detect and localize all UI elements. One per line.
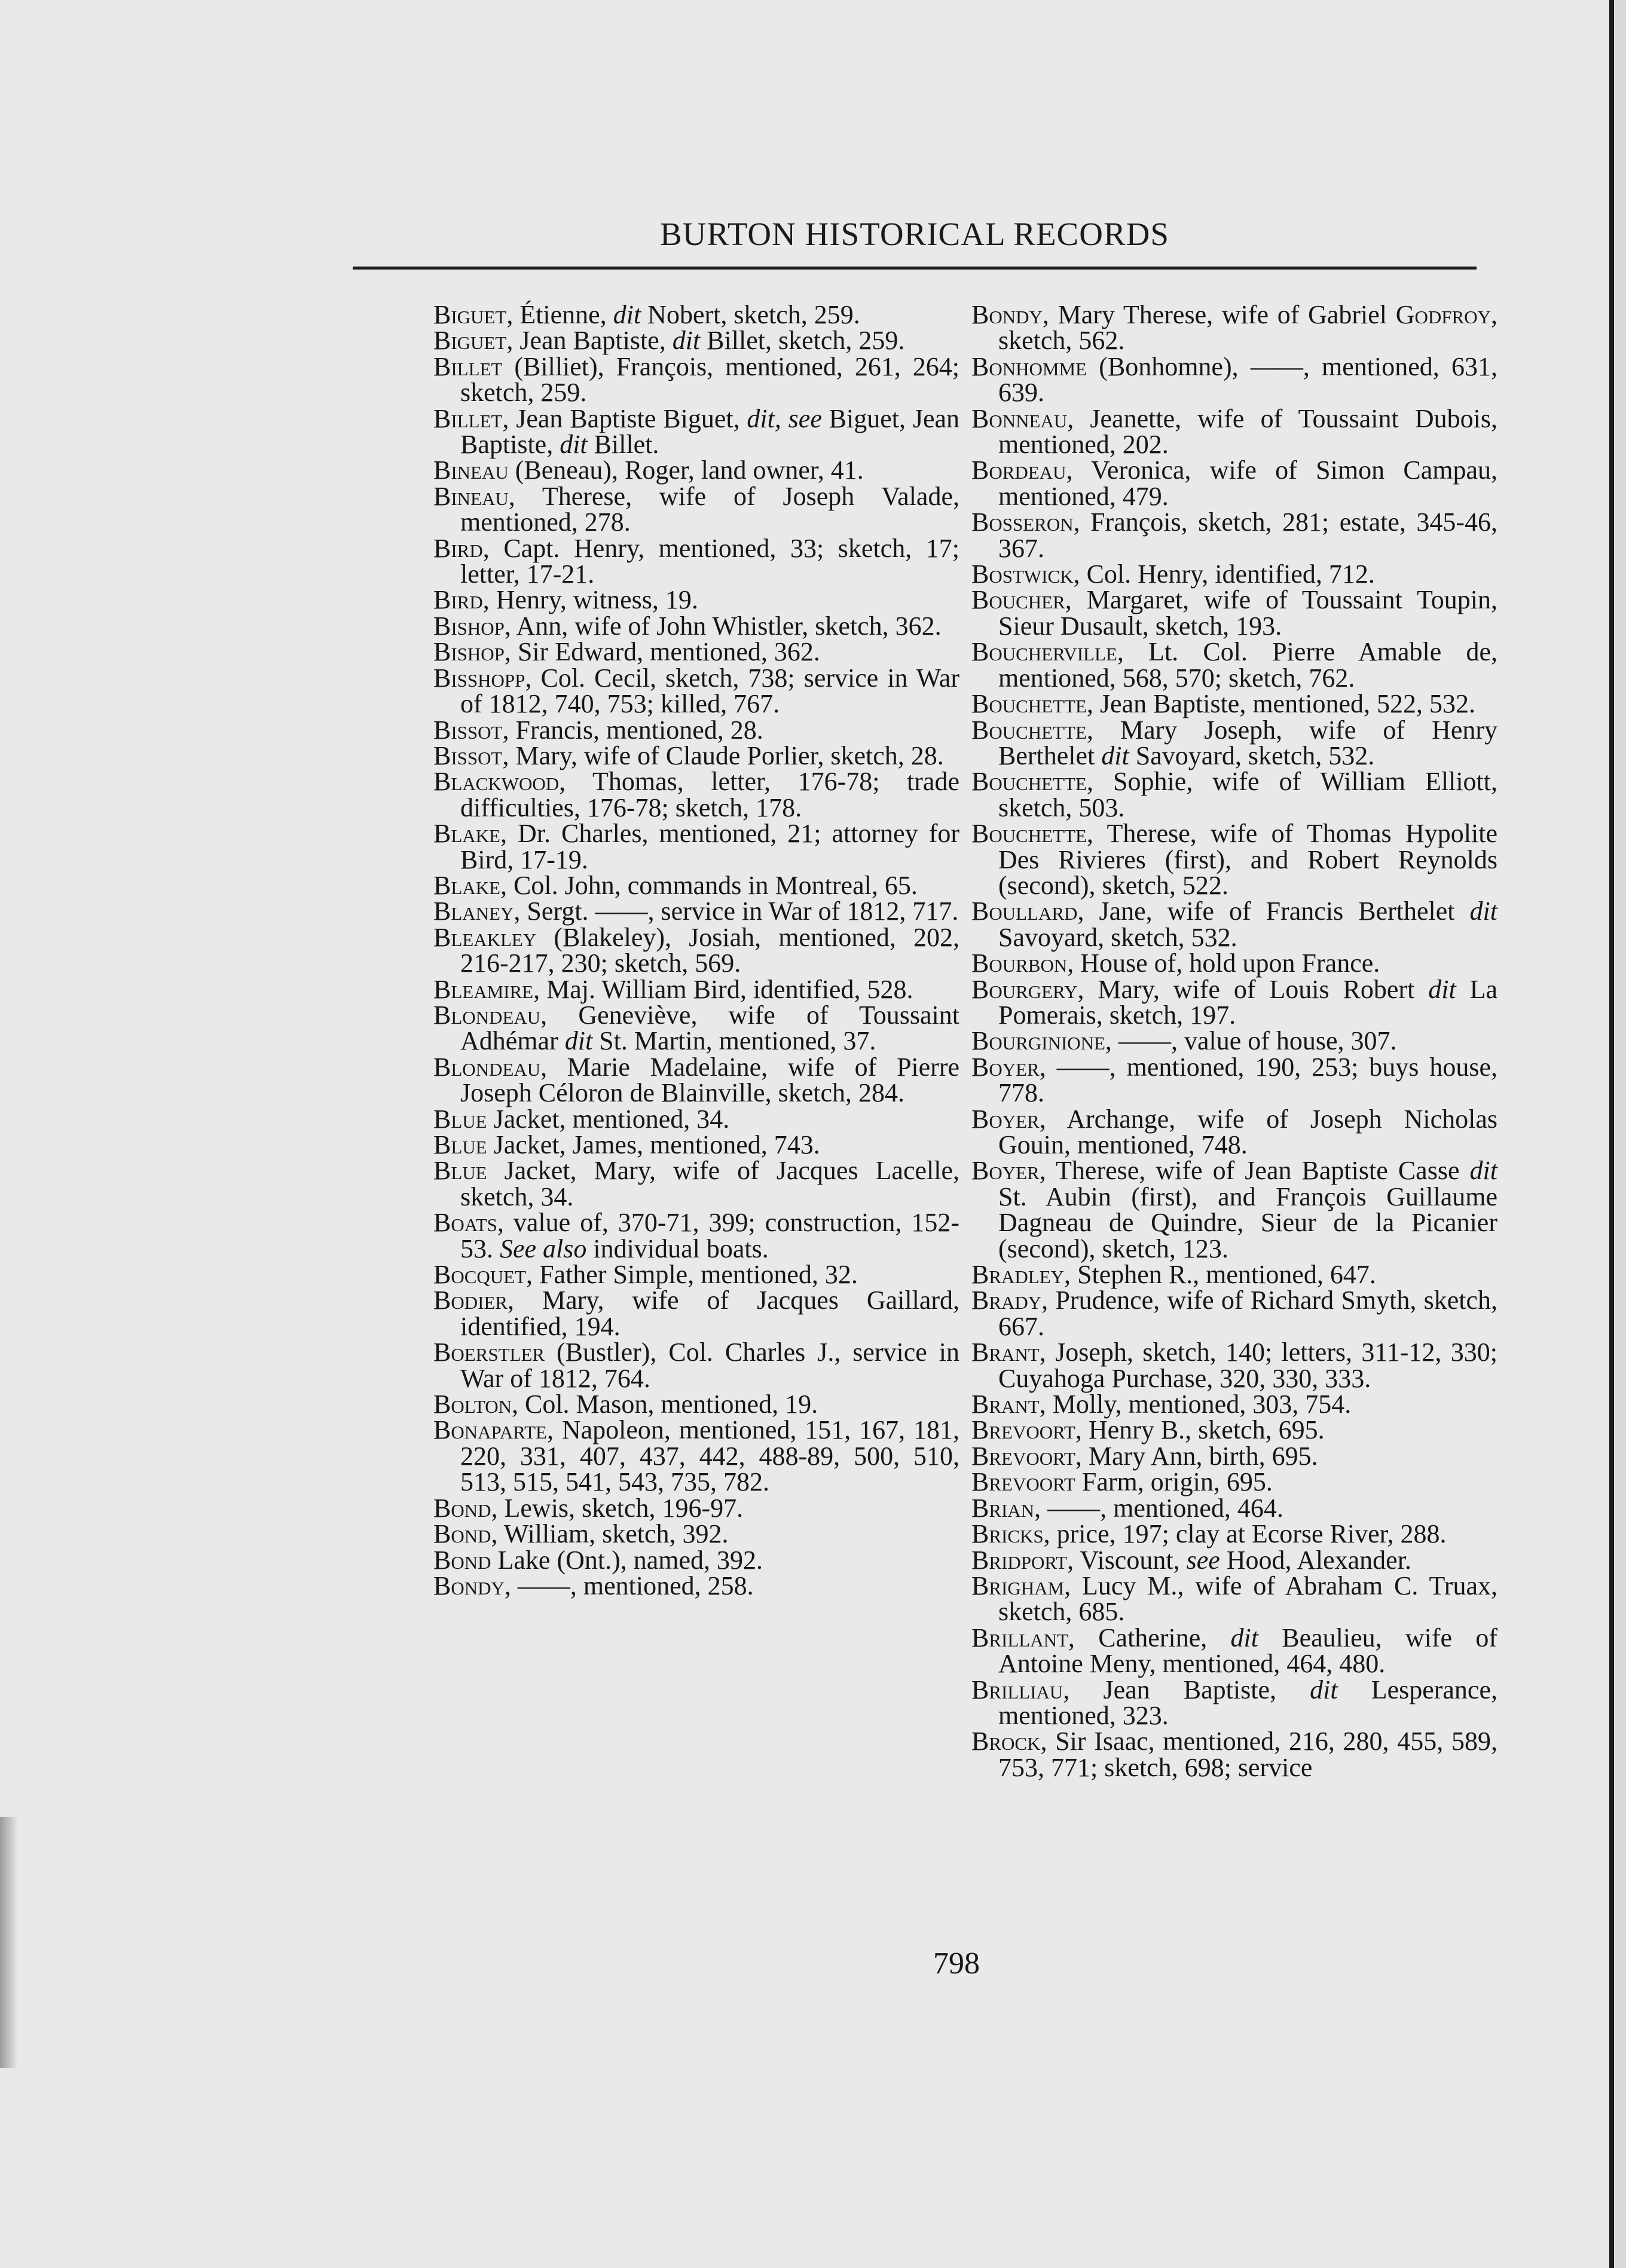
entry-text: Jacket, Mary, wife of Jacques Lacelle, sketch, 34. — [460, 1156, 959, 1211]
entry-text: Therese, wife of Thomas Hypolite Des Rivieres (first), and Robert Reynolds (second), sketch, 522. — [998, 819, 1497, 900]
index-entry — [433, 457, 959, 483]
entry-text: Col. Mason, mentioned, 19. — [518, 1389, 818, 1419]
entry-text: Ann, wife of John Whistler, sketch, 362. — [511, 611, 942, 641]
entry-text: sketch, 562. — [998, 326, 1125, 356]
entry-heading: Brant, — [971, 1337, 1046, 1367]
entry-text: Lesperance, mentioned, 323. — [998, 1675, 1497, 1730]
index-entry — [971, 1677, 1497, 1729]
index-entry — [971, 691, 1497, 717]
entry-text: Mary Ann, birth, 695. — [1081, 1441, 1318, 1471]
entry-heading: Brilliau, — [971, 1675, 1070, 1704]
index-entry — [433, 1547, 959, 1573]
entry-text: Nobert, sketch, 259. — [641, 300, 860, 329]
index-entry — [971, 587, 1497, 639]
entry-heading: Bocquet, — [433, 1260, 533, 1290]
entry-heading: Brock, — [971, 1727, 1047, 1756]
entry-text: Marie Madelaine, wife of Pierre Joseph Céloron de Blainville, sketch, 284. — [460, 1052, 959, 1108]
index-entry — [971, 1417, 1497, 1443]
entry-text: Jean Baptiste, — [513, 326, 673, 356]
index-entry — [971, 898, 1497, 950]
entry-heading: Brady, — [971, 1285, 1049, 1315]
entry-text: Father Simple, mentioned, 32. — [533, 1260, 858, 1290]
index-entry — [433, 740, 959, 770]
entry-text: (Bustler), Col. Charles J., service in War of 1812, 764. — [460, 1337, 959, 1393]
index-column-right — [971, 302, 1497, 1780]
entry-heading: Bonhomme — [971, 351, 1087, 381]
entry-text: (Billiet), François, mentioned, 261, 264; sketch, 259. — [460, 351, 959, 408]
index-entry — [971, 302, 1497, 354]
entry-heading: Bouchette, — [971, 819, 1093, 849]
entry-italic: dit, see — [747, 403, 822, 433]
entry-text: Sir Edward, mentioned, 362. — [511, 637, 820, 667]
index-entry — [433, 1260, 959, 1290]
index-entry — [433, 1495, 959, 1521]
entry-text: Therese, wife of Joseph Valade, mentioned, 278. — [460, 481, 959, 537]
entry-heading: Bourgery, — [971, 974, 1084, 1004]
entry-italic: dit — [1310, 1675, 1338, 1704]
entry-italic: dit — [613, 300, 641, 329]
entry-heading: Boucherville, — [971, 637, 1124, 667]
entry-heading: Biguet, — [433, 326, 514, 356]
entry-heading: Bissot, — [433, 715, 509, 745]
entry-heading: Bissot, — [433, 740, 509, 770]
entry-text: Viscount, — [1074, 1545, 1187, 1575]
entry-text: La Pomerais, sketch, 197. — [998, 974, 1498, 1030]
entry-text: Jane, wife of Francis Berthelet — [1084, 896, 1470, 926]
index-entry — [971, 1521, 1497, 1547]
entry-text: Jeanette, wife of Toussaint Dubois, mentioned, 202. — [998, 403, 1497, 460]
entry-text: Napoleon, mentioned, 151, 167, 181, 220, 331, 407, 437, 442, 488-89, 500, 510, 513, 515, 541, 543, 735, 782. — [460, 1415, 959, 1497]
entry-text: Jacket, mentioned, 34. — [487, 1104, 730, 1134]
entry-heading: Bourginione, — [971, 1026, 1112, 1056]
index-entry — [433, 974, 959, 1004]
entry-heading: Bonneau, — [971, 403, 1074, 433]
entry-heading: Bradley, — [971, 1260, 1071, 1290]
index-entry — [971, 1028, 1497, 1054]
index-entry — [433, 587, 959, 613]
entry-heading: Bird, — [433, 533, 490, 563]
entry-text: Hood, Alexander. — [1220, 1545, 1411, 1575]
entry-text: Mary, wife of Louis Robert — [1084, 974, 1429, 1004]
entry-text: individual boats. — [586, 1234, 769, 1263]
index-entry — [433, 535, 959, 587]
entry-italic: dit — [672, 326, 701, 356]
entry-text: Mary Therese, wife of Gabriel — [1049, 300, 1396, 329]
entry-text: Étienne, — [513, 300, 613, 329]
entry-text: ——, mentioned, 190, 253; buys house, 778. — [998, 1052, 1497, 1108]
entry-text: Col. Henry, identified, 712. — [1080, 559, 1375, 589]
index-entry — [433, 1002, 959, 1054]
index-entry — [433, 717, 959, 743]
entry-heading: Bond — [433, 1545, 491, 1575]
index-entry — [971, 1260, 1497, 1290]
entry-heading: Bridport, — [971, 1545, 1074, 1575]
entry-text: Catherine, — [1074, 1623, 1231, 1652]
index-entry — [971, 1158, 1497, 1262]
entry-heading: Bosseron, — [971, 507, 1080, 537]
entry-text: Lucy M., wife of Abraham C. Truax, sketch, 685. — [998, 1571, 1497, 1627]
entry-heading: Boyer, — [971, 1052, 1046, 1082]
entry-heading: Blake, — [433, 870, 507, 900]
index-entry — [433, 1339, 959, 1391]
index-entry — [971, 1728, 1497, 1780]
entry-text: Jean Baptiste, — [1069, 1675, 1310, 1704]
index-entry — [971, 1106, 1497, 1158]
entry-heading: Bourbon, — [971, 948, 1074, 978]
index-entry — [433, 1158, 959, 1210]
index-entry — [433, 613, 959, 639]
entry-italic: dit — [1469, 1156, 1497, 1186]
page-edge-shadow — [0, 1817, 18, 2068]
entry-italic: dit — [1428, 974, 1456, 1004]
entry-text: Biguet, Jean Baptiste, — [460, 403, 959, 460]
index-entry — [971, 1339, 1497, 1391]
entry-text: House of, hold upon France. — [1074, 948, 1380, 978]
entry-heading: Brevoort, — [971, 1441, 1082, 1471]
index-entry — [433, 870, 959, 900]
index-entry — [971, 509, 1497, 561]
entry-italic: dit — [1469, 896, 1497, 926]
entry-text: Billet, sketch, 259. — [700, 326, 905, 356]
entry-heading: Boats, — [433, 1208, 504, 1238]
entry-text: Sergt. ——, service in War of 1812, 717. — [520, 896, 959, 926]
index-entry — [433, 326, 959, 356]
entry-heading: Blue — [433, 1104, 487, 1134]
entry-italic: dit — [1101, 740, 1129, 770]
entry-text: value of, 370-71, 399; construction, 152-53. — [460, 1208, 959, 1263]
entry-text: Mary Joseph, wife of Henry Berthelet — [998, 715, 1497, 770]
entry-text: Col. Cecil, sketch, 738; service in War of 1812, 740, 753; killed, 767. — [460, 663, 959, 719]
entry-text: St. Aubin (first), and François Guillaume Dagneau de Quindre, Sieur de la Picanier (second), sketch, 123. — [998, 1182, 1497, 1263]
entry-heading: Blackwood, — [433, 767, 566, 797]
entry-italic: See also — [500, 1234, 587, 1263]
entry-italic: dit — [560, 430, 588, 460]
index-entry — [433, 1132, 959, 1158]
entry-heading: Blue — [433, 1156, 487, 1186]
entry-heading: Bordeau, — [971, 455, 1073, 485]
entry-heading: Bleakley — [433, 922, 537, 952]
entry-heading: Blaney, — [433, 896, 521, 926]
index-entry — [971, 1573, 1497, 1625]
entry-text: Archange, wife of Joseph Nicholas Gouin, mentioned, 748. — [998, 1104, 1497, 1159]
entry-heading: Brigham, — [971, 1571, 1071, 1600]
entry-text: Henry B., sketch, 695. — [1081, 1415, 1325, 1445]
entry-heading: Bird, — [433, 585, 490, 615]
entry-heading: Bodier, — [433, 1285, 515, 1315]
entry-heading: Bleamire, — [433, 974, 540, 1004]
entry-heading: Bineau — [433, 455, 509, 485]
index-entry — [971, 1469, 1497, 1495]
entry-text: Farm, origin, 695. — [1075, 1467, 1273, 1497]
entry-text: (Beneau), Roger, land owner, 41. — [508, 455, 864, 485]
entry-heading: Brillant, — [971, 1623, 1075, 1652]
entry-heading: Bineau, — [433, 481, 515, 511]
index-entry — [433, 483, 959, 535]
index-entry — [971, 1495, 1497, 1521]
entry-text: Lt. Col. Pierre Amable de, mentioned, 568, 570; sketch, 762. — [998, 637, 1497, 693]
entry-text: Jacket, James, mentioned, 743. — [487, 1130, 820, 1159]
index-entry — [971, 717, 1497, 769]
index-entry — [433, 1573, 959, 1599]
entry-heading: Blake, — [433, 819, 507, 849]
entry-heading: Bondy, — [433, 1571, 511, 1600]
entry-heading: Billet — [433, 351, 503, 381]
entry-heading: Bond, — [433, 1519, 498, 1549]
index-entry — [433, 351, 959, 408]
entry-text: St. Martin, mentioned, 37. — [592, 1026, 876, 1056]
index-entry — [971, 1054, 1497, 1106]
entry-heading: Boerstler — [433, 1337, 545, 1367]
entry-heading: Billet, — [433, 403, 509, 433]
entry-text: Sir Isaac, mentioned, 216, 280, 455, 589, 753, 771; sketch, 698; service — [998, 1727, 1497, 1782]
entry-text: Therese, wife of Jean Baptiste Casse — [1046, 1156, 1470, 1186]
index-entry — [433, 1521, 959, 1547]
index-column-left — [433, 302, 959, 1599]
entry-text: Veronica, wife of Simon Campau, mentioned, 479. — [998, 455, 1497, 511]
entry-text: Lewis, sketch, 196-97. — [497, 1493, 744, 1523]
entry-heading: Boullard, — [971, 896, 1084, 926]
entry-heading: Biguet, — [433, 300, 514, 329]
index-entry — [971, 1547, 1497, 1573]
entry-text: Joseph, sketch, 140; letters, 311-12, 330; Cuyahoga Purchase, 320, 330, 333. — [998, 1337, 1497, 1393]
entry-heading: Bishop, — [433, 611, 511, 641]
index-entry — [433, 769, 959, 821]
entry-text: Henry, witness, 19. — [489, 585, 698, 615]
entry-text: Mary, wife of Jacques Gaillard, identified, 194. — [460, 1285, 959, 1341]
entry-text: Mary, wife of Claude Porlier, sketch, 28. — [509, 740, 944, 770]
index-entry — [971, 974, 1498, 1030]
index-entry — [971, 1625, 1497, 1677]
entry-heading: Bondy, — [971, 300, 1049, 329]
index-entry — [433, 302, 959, 328]
entry-heading: Bricks, — [971, 1519, 1050, 1549]
entry-text: Col. John, commands in Montreal, 65. — [507, 870, 918, 900]
entry-heading: Bishop, — [433, 637, 511, 667]
entry-text: Stephen R., mentioned, 647. — [1071, 1260, 1376, 1290]
entry-text: Savoyard, sketch, 532. — [998, 922, 1237, 952]
entry-text: ——, mentioned, 464. — [1041, 1493, 1283, 1523]
entry-heading: Bouchette, — [971, 689, 1093, 719]
entry-heading: Bond, — [433, 1493, 498, 1523]
index-entry — [971, 351, 1497, 408]
entry-text: Savoyard, sketch, 532. — [1129, 740, 1375, 770]
index-entry — [433, 639, 959, 665]
entry-heading: Bouchette, — [971, 767, 1093, 797]
entry-heading: Boyer, — [971, 1104, 1046, 1134]
page-number: 798 — [933, 1946, 980, 1981]
entry-heading: Bouchette, — [971, 715, 1093, 745]
index-entry — [433, 1210, 959, 1262]
entry-text: Billet. — [587, 430, 659, 460]
entry-name-ref: Godfroy, — [1395, 300, 1497, 329]
index-entry — [433, 1417, 959, 1495]
index-entry — [971, 561, 1497, 587]
entry-text: Sophie, wife of William Elliott, sketch, 503. — [998, 767, 1497, 822]
index-entry — [433, 1054, 959, 1106]
entry-text: Capt. Henry, mentioned, 33; sketch, 17; letter, 17-21. — [460, 533, 959, 589]
entry-heading: Blondeau, — [433, 1000, 548, 1030]
entry-text: Molly, mentioned, 303, 754. — [1046, 1389, 1352, 1419]
entry-heading: Bonaparte, — [433, 1415, 554, 1445]
index-entry — [433, 898, 959, 924]
entry-text: price, 197; clay at Ecorse River, 288. — [1050, 1519, 1447, 1549]
entry-italic: dit — [564, 1026, 593, 1056]
index-entry — [971, 821, 1497, 898]
index-entry — [971, 639, 1497, 691]
entry-text: (Blakeley), Josiah, mentioned, 202, 216-217, 230; sketch, 569. — [460, 922, 959, 978]
entry-heading: Brant, — [971, 1389, 1046, 1419]
running-header: BURTON HISTORICAL RECORDS — [660, 216, 1169, 252]
entry-text: Thomas, letter, 176-78; trade difficulties, 176-78; sketch, 178. — [460, 767, 959, 822]
index-entry — [971, 1287, 1497, 1339]
entry-text: Jean Baptiste, mentioned, 522, 532. — [1093, 689, 1476, 719]
index-entry — [433, 1287, 959, 1339]
entry-text: Jean Baptiste Biguet, — [509, 403, 747, 433]
entry-text: ——, value of house, 307. — [1111, 1026, 1397, 1056]
index-entry — [433, 1391, 959, 1417]
entry-text: Maj. William Bird, identified, 528. — [540, 974, 913, 1004]
entry-heading: Blondeau, — [433, 1052, 548, 1082]
entry-text: Francis, mentioned, 28. — [509, 715, 763, 745]
entry-heading: Bolton, — [433, 1389, 518, 1419]
entry-text: Prudence, wife of Richard Smyth, sketch, 667. — [998, 1285, 1497, 1341]
entry-text: William, sketch, 392. — [497, 1519, 729, 1549]
entry-text: ——, mentioned, 258. — [511, 1571, 754, 1600]
entry-text: Dr. Charles, mentioned, 21; attorney for Bird, 17-19. — [460, 819, 959, 874]
entry-italic: dit — [1230, 1623, 1258, 1652]
entry-italic: see — [1186, 1545, 1220, 1575]
index-entry — [971, 950, 1497, 976]
index-entry — [971, 1391, 1497, 1417]
entry-text: Beaulieu, wife of Antoine Meny, mentioned, 464, 480. — [998, 1623, 1497, 1679]
entry-text: Margaret, wife of Toussaint Toupin, Sieur Dusault, sketch, 193. — [998, 585, 1497, 641]
index-entry — [433, 821, 959, 873]
entry-heading: Brevoort — [971, 1467, 1075, 1497]
index-entry — [433, 665, 959, 717]
entry-text: Geneviève, wife of Toussaint Adhémar — [460, 1000, 959, 1056]
entry-text: (Bonhomne), ——, mentioned, 631, 639. — [998, 351, 1497, 408]
entry-heading: Boyer, — [971, 1156, 1046, 1186]
entry-text: François, sketch, 281; estate, 345-46, 367. — [998, 507, 1497, 563]
index-entry — [971, 457, 1497, 509]
index-entry — [971, 1443, 1497, 1469]
index-entry — [971, 769, 1497, 821]
entry-heading: Bostwick, — [971, 559, 1080, 589]
index-entry — [971, 403, 1497, 460]
entry-heading: Blue — [433, 1130, 487, 1159]
entry-heading: Bisshopp, — [433, 663, 532, 693]
index-entry — [433, 922, 959, 978]
header-rule — [353, 267, 1477, 270]
index-entry — [433, 1106, 959, 1132]
index-entry — [433, 403, 959, 460]
entry-heading: Brian, — [971, 1493, 1041, 1523]
entry-heading: Boucher, — [971, 585, 1072, 615]
entry-heading: Brevoort, — [971, 1415, 1082, 1445]
entry-text: Lake (Ont.), named, 392. — [491, 1545, 763, 1575]
